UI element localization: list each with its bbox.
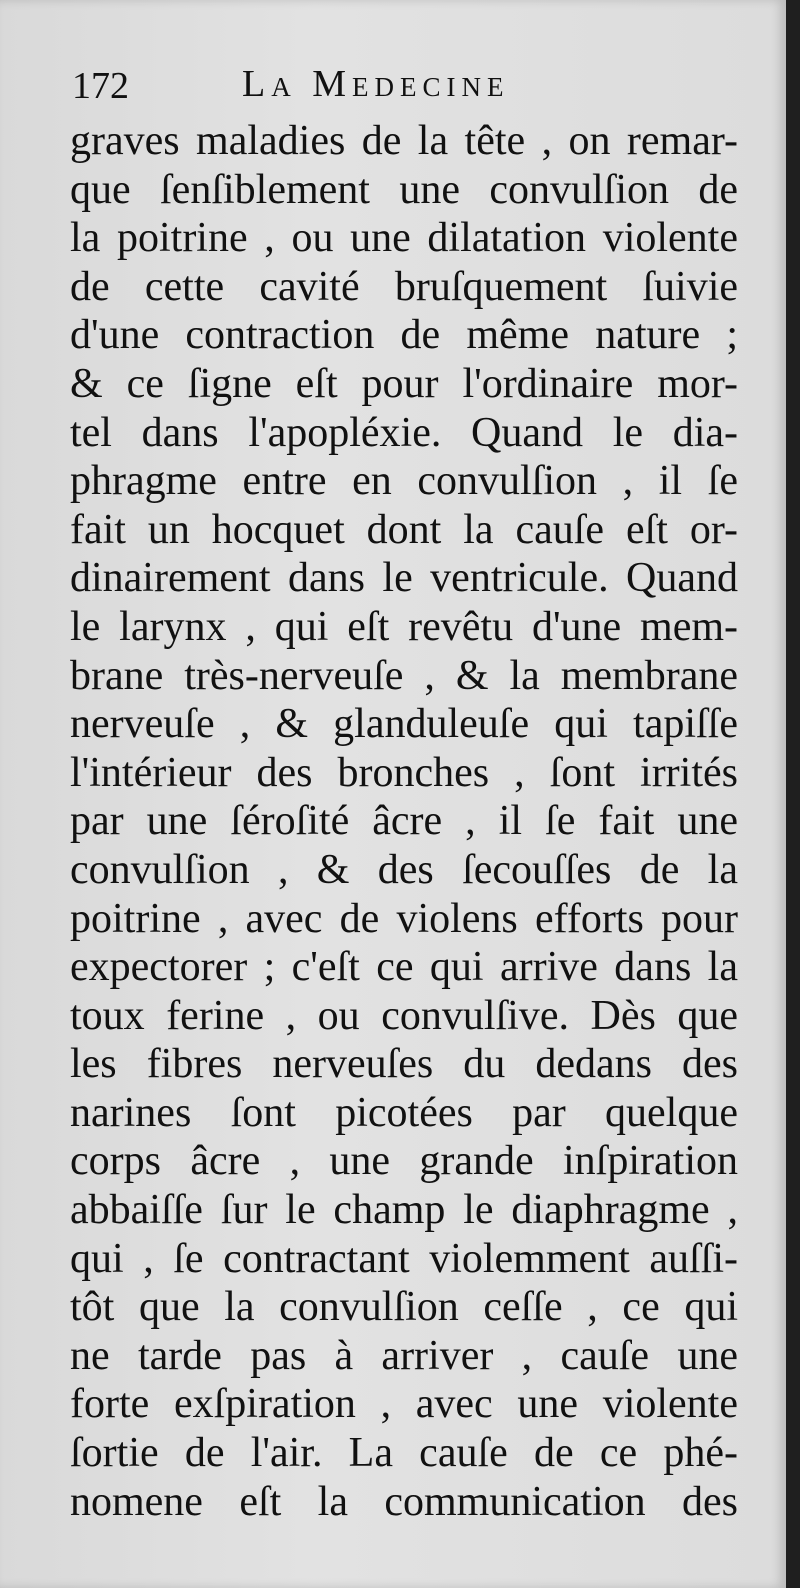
body-text (70, 117, 738, 1526)
text-line: d'une contraction de même nature ; (70, 312, 738, 359)
text-line: dinairement dans le ventricule. Quand (70, 555, 738, 602)
text-line: corps âcre , une grande inſpiration (70, 1138, 738, 1185)
text-line: toux ferine , ou convulſive. Dès que (70, 992, 738, 1039)
running-head: La Medecine (242, 63, 510, 105)
text-line: de cette cavité bruſquement ſuivie (70, 263, 738, 310)
text-line: l'intérieur des bronches , ſont irrités (70, 749, 738, 796)
text-line: tel dans l'apopléxie. Quand le dia- (70, 409, 738, 456)
text-line: abbaiſſe ſur le champ le diaphragme , (70, 1187, 738, 1234)
text-line: phragme entre en convulſion , il ſe (70, 458, 738, 505)
text-line: & ce ſigne eſt pour l'ordinaire mor- (70, 360, 738, 407)
text-line: narines ſont picotées par quelque (70, 1089, 738, 1136)
text-line: tôt que la convulſion ceſſe , ce qui (70, 1284, 738, 1331)
text-line: poitrine , avec de violens efforts pour (70, 895, 738, 942)
text-line: nerveuſe , & glanduleuſe qui tapiſſe (70, 701, 738, 748)
text-line: nomene eſt la communication des (70, 1478, 738, 1525)
text-line: fait un hocquet dont la cauſe eſt or- (70, 506, 738, 553)
text-line: ne tarde pas à arriver , cauſe une (70, 1332, 738, 1379)
text-line: expectorer ; c'eſt ce qui arrive dans la (70, 944, 738, 991)
text-line: la poitrine , ou une dilatation violente (70, 215, 738, 262)
text-line: le larynx , qui eſt revêtu d'une mem- (70, 603, 738, 650)
text-line: convulſion , & des ſecouſſes de la (70, 846, 738, 893)
page-edge-shadow (786, 0, 800, 1588)
page-header (72, 62, 592, 114)
text-line: forte exſpiration , avec une violente (70, 1381, 738, 1428)
text-line: graves maladies de la tête , on remar- (70, 118, 738, 164)
text-line: par une ſéroſité âcre , il ſe fait une (70, 798, 738, 845)
text-line: ſortie de l'air. La cauſe de ce phé- (70, 1430, 738, 1477)
text-line: les fibres nerveuſes du dedans des (70, 1041, 738, 1088)
text-line: qui , ſe contractant violemment auſſi- (70, 1235, 738, 1282)
page-number: 172 (72, 65, 129, 107)
text-line: que ſenſiblement une convulſion de (70, 166, 738, 213)
text-line: brane très-nerveuſe , & la membrane (70, 652, 738, 699)
